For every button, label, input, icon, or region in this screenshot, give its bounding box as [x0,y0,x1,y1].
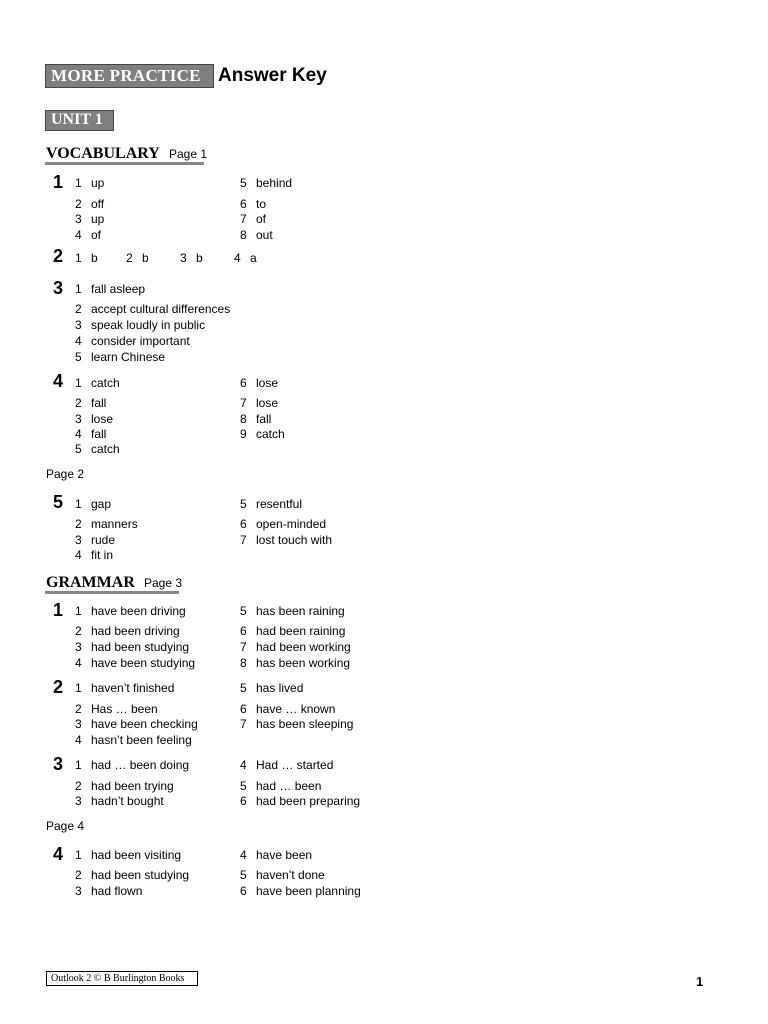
answer-item: 7 lose [240,396,279,410]
answer-item: 1 have been driving [75,604,186,618]
answer-item: 5 behind [240,176,293,190]
page-number: 1 [696,974,704,989]
answer-item: 1 catch [75,376,120,390]
vocabulary-page-label: Page 1 [169,147,208,161]
answer-item: 4 a [234,251,257,265]
answer-item: 2 Has … been [75,702,158,716]
answer-item: 4 have been [240,848,313,862]
answer-item: 1 up [75,176,105,190]
grammar-page-label: Page 3 [144,576,183,590]
answer-item: 8 fall [240,412,272,426]
vocabulary-title: VOCABULARY [46,145,160,162]
answer-item: 4 hasn’t been feeling [75,733,192,747]
answer-item: 2 accept cultural differences [75,302,231,316]
answer-item: 3 had been studying [75,640,190,654]
answer-key-title: Answer Key [218,65,327,86]
answer-item: 5 haven’t done [240,868,325,882]
answer-item: 7 of [240,212,267,226]
answer-item: 3 speak loudly in public [75,318,206,332]
exercise-number: 2 [53,677,64,697]
answer-item: 1 fall asleep [75,282,146,296]
answer-item: 3 hadn’t bought [75,794,164,808]
answer-item: 5 learn Chinese [75,350,166,364]
answer-item: 1 haven’t finished [75,681,175,695]
more-practice-label: MORE PRACTICE [51,66,201,85]
answer-item: 4 Had … started [240,758,334,772]
answer-item: 1 b [75,251,98,265]
answer-item: 5 catch [75,442,120,456]
exercise-number: 3 [53,278,64,298]
answer-item: 7 has been sleeping [240,717,354,731]
answer-item: 3 rude [75,533,116,547]
answer-item: 5 resentful [240,497,303,511]
exercise-number: 3 [53,754,64,774]
answer-item: 6 have … known [240,702,336,716]
answer-item: 4 consider important [75,334,190,348]
grammar-title: GRAMMAR [46,574,135,591]
answer-item: 3 had flown [75,884,143,898]
answer-item: 7 lost touch with [240,533,333,547]
unit-label: UNIT 1 [51,111,103,128]
exercise-number: 1 [53,600,64,620]
answer-item: 1 had … been doing [75,758,190,772]
answer-item: 1 gap [75,497,112,511]
answer-item: 7 had been working [240,640,351,654]
answer-item: 2 had been studying [75,868,190,882]
exercise-number: 2 [53,246,64,266]
answer-item: 9 catch [240,427,285,441]
footer-copyright: Outlook 2 © B Burlington Books [46,971,198,986]
answer-item: 3 b [180,251,203,265]
answer-item: 4 of [75,228,102,242]
vocabulary-underline [45,162,204,165]
answer-item: 8 out [240,228,273,242]
page-label: Page 2 [46,467,85,481]
answer-item: 4 have been studying [75,656,196,670]
answer-item: 8 has been working [240,656,351,670]
exercise-number: 5 [53,492,64,512]
answer-item: 6 have been planning [240,884,361,898]
answer-item: 2 off [75,197,105,211]
answer-item: 5 has lived [240,681,304,695]
answer-item: 5 had … been [240,779,322,793]
answer-item: 1 had been visiting [75,848,182,862]
grammar-underline [45,591,179,594]
answer-item: 3 up [75,212,105,226]
answer-item: 2 had been driving [75,624,180,638]
answer-item: 3 have been checking [75,717,198,731]
answer-item: 2 had been trying [75,779,174,793]
answer-item: 6 open-minded [240,517,327,531]
answer-item: 6 to [240,197,267,211]
answer-item: 4 fit in [75,548,114,562]
exercise-number: 4 [53,844,64,864]
answer-item: 6 had been preparing [240,794,361,808]
exercise-number: 4 [53,371,64,391]
answer-item: 2 manners [75,517,138,531]
answer-item: 6 lose [240,376,279,390]
answer-item: 2 b [126,251,149,265]
answer-item: 3 lose [75,412,114,426]
answer-item: 6 had been raining [240,624,346,638]
answer-item: 2 fall [75,396,107,410]
answer-item: 5 has been raining [240,604,345,618]
exercise-number: 1 [53,172,64,192]
page-label: Page 4 [46,819,85,833]
answer-item: 4 fall [75,427,107,441]
